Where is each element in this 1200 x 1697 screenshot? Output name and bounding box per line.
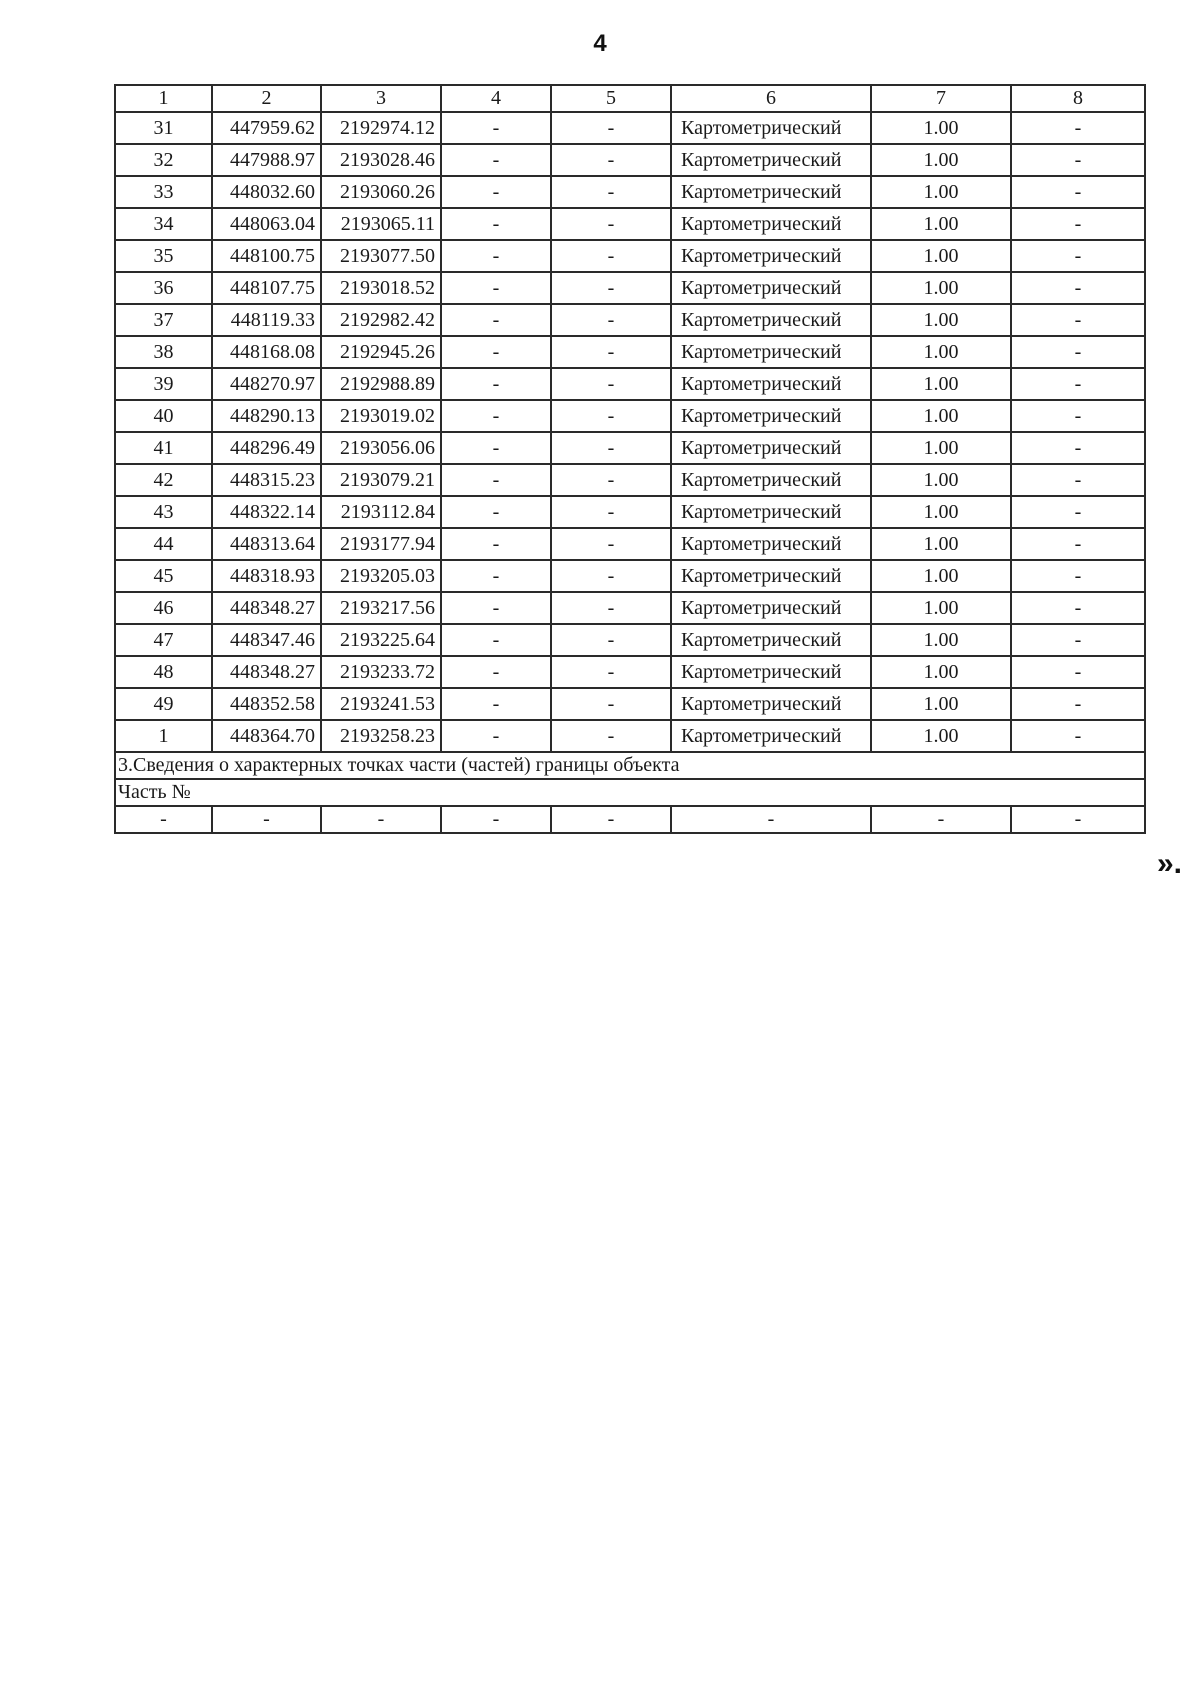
table-row bbox=[115, 240, 1145, 272]
column-number-cell: 3 bbox=[321, 85, 441, 112]
accuracy-cell: 1.00 bbox=[871, 464, 1011, 496]
method-cell: Картометрический bbox=[671, 176, 871, 208]
accuracy-cell: 1.00 bbox=[871, 272, 1011, 304]
point-number-cell: 41 bbox=[115, 432, 212, 464]
y-coordinate-cell: 2193177.94 bbox=[321, 528, 441, 560]
method-cell: Картометрический bbox=[671, 432, 871, 464]
column-4-cell: - bbox=[441, 560, 551, 592]
column-8-cell: - bbox=[1011, 432, 1145, 464]
section-title: 3.Сведения о характерных точках части (частей) границы объекта bbox=[115, 752, 1145, 779]
x-coordinate-cell: 448296.49 bbox=[212, 432, 321, 464]
table-row bbox=[115, 592, 1145, 624]
accuracy-cell: 1.00 bbox=[871, 368, 1011, 400]
method-cell: Картометрический bbox=[671, 208, 871, 240]
method-cell: Картометрический bbox=[671, 336, 871, 368]
point-number-cell: 46 bbox=[115, 592, 212, 624]
part-number-row bbox=[115, 779, 1145, 806]
y-coordinate-cell: 2193205.03 bbox=[321, 560, 441, 592]
column-5-cell: - bbox=[551, 208, 671, 240]
method-cell: Картометрический bbox=[671, 528, 871, 560]
empty-cell: - bbox=[871, 806, 1011, 833]
y-coordinate-cell: 2193019.02 bbox=[321, 400, 441, 432]
column-4-cell: - bbox=[441, 688, 551, 720]
section-title-row bbox=[115, 752, 1145, 779]
table-row bbox=[115, 336, 1145, 368]
column-8-cell: - bbox=[1011, 656, 1145, 688]
table-row bbox=[115, 112, 1145, 144]
column-8-cell: - bbox=[1011, 400, 1145, 432]
column-8-cell: - bbox=[1011, 272, 1145, 304]
empty-cell: - bbox=[1011, 806, 1145, 833]
column-5-cell: - bbox=[551, 240, 671, 272]
point-number-cell: 36 bbox=[115, 272, 212, 304]
accuracy-cell: 1.00 bbox=[871, 144, 1011, 176]
column-8-cell: - bbox=[1011, 144, 1145, 176]
column-8-cell: - bbox=[1011, 208, 1145, 240]
column-5-cell: - bbox=[551, 432, 671, 464]
x-coordinate-cell: 448063.04 bbox=[212, 208, 321, 240]
x-coordinate-cell: 448352.58 bbox=[212, 688, 321, 720]
x-coordinate-cell: 448032.60 bbox=[212, 176, 321, 208]
x-coordinate-cell: 448100.75 bbox=[212, 240, 321, 272]
x-coordinate-cell: 448290.13 bbox=[212, 400, 321, 432]
page-number: 4 bbox=[593, 30, 607, 57]
point-number-cell: 35 bbox=[115, 240, 212, 272]
y-coordinate-cell: 2193079.21 bbox=[321, 464, 441, 496]
accuracy-cell: 1.00 bbox=[871, 304, 1011, 336]
x-coordinate-cell: 448313.64 bbox=[212, 528, 321, 560]
column-8-cell: - bbox=[1011, 464, 1145, 496]
column-8-cell: - bbox=[1011, 496, 1145, 528]
empty-cell: - bbox=[115, 806, 212, 833]
y-coordinate-cell: 2193233.72 bbox=[321, 656, 441, 688]
y-coordinate-cell: 2193225.64 bbox=[321, 624, 441, 656]
point-number-cell: 37 bbox=[115, 304, 212, 336]
column-4-cell: - bbox=[441, 656, 551, 688]
accuracy-cell: 1.00 bbox=[871, 560, 1011, 592]
column-8-cell: - bbox=[1011, 176, 1145, 208]
column-4-cell: - bbox=[441, 592, 551, 624]
column-5-cell: - bbox=[551, 624, 671, 656]
x-coordinate-cell: 448168.08 bbox=[212, 336, 321, 368]
point-number-cell: 33 bbox=[115, 176, 212, 208]
x-coordinate-cell: 447988.97 bbox=[212, 144, 321, 176]
column-8-cell: - bbox=[1011, 624, 1145, 656]
method-cell: Картометрический bbox=[671, 624, 871, 656]
y-coordinate-cell: 2192974.12 bbox=[321, 112, 441, 144]
column-4-cell: - bbox=[441, 432, 551, 464]
column-8-cell: - bbox=[1011, 304, 1145, 336]
part-number-label: Часть № bbox=[115, 779, 1145, 806]
column-5-cell: - bbox=[551, 112, 671, 144]
table-row bbox=[115, 464, 1145, 496]
column-5-cell: - bbox=[551, 336, 671, 368]
column-5-cell: - bbox=[551, 464, 671, 496]
column-4-cell: - bbox=[441, 208, 551, 240]
column-5-cell: - bbox=[551, 304, 671, 336]
y-coordinate-cell: 2192982.42 bbox=[321, 304, 441, 336]
y-coordinate-cell: 2193018.52 bbox=[321, 272, 441, 304]
point-number-cell: 39 bbox=[115, 368, 212, 400]
accuracy-cell: 1.00 bbox=[871, 496, 1011, 528]
column-8-cell: - bbox=[1011, 528, 1145, 560]
accuracy-cell: 1.00 bbox=[871, 336, 1011, 368]
column-5-cell: - bbox=[551, 720, 671, 752]
accuracy-cell: 1.00 bbox=[871, 720, 1011, 752]
method-cell: Картометрический bbox=[671, 656, 871, 688]
accuracy-cell: 1.00 bbox=[871, 624, 1011, 656]
method-cell: Картометрический bbox=[671, 560, 871, 592]
y-coordinate-cell: 2193065.11 bbox=[321, 208, 441, 240]
column-number-cell: 8 bbox=[1011, 85, 1145, 112]
table-row bbox=[115, 528, 1145, 560]
table-row bbox=[115, 688, 1145, 720]
point-number-cell: 40 bbox=[115, 400, 212, 432]
column-5-cell: - bbox=[551, 144, 671, 176]
column-4-cell: - bbox=[441, 304, 551, 336]
x-coordinate-cell: 447959.62 bbox=[212, 112, 321, 144]
x-coordinate-cell: 448119.33 bbox=[212, 304, 321, 336]
x-coordinate-cell: 448318.93 bbox=[212, 560, 321, 592]
column-8-cell: - bbox=[1011, 336, 1145, 368]
accuracy-cell: 1.00 bbox=[871, 400, 1011, 432]
column-5-cell: - bbox=[551, 400, 671, 432]
column-8-cell: - bbox=[1011, 688, 1145, 720]
empty-cell: - bbox=[441, 806, 551, 833]
column-8-cell: - bbox=[1011, 720, 1145, 752]
y-coordinate-cell: 2193241.53 bbox=[321, 688, 441, 720]
table-row bbox=[115, 720, 1145, 752]
column-5-cell: - bbox=[551, 176, 671, 208]
column-8-cell: - bbox=[1011, 368, 1145, 400]
accuracy-cell: 1.00 bbox=[871, 656, 1011, 688]
x-coordinate-cell: 448348.27 bbox=[212, 592, 321, 624]
empty-cell: - bbox=[671, 806, 871, 833]
y-coordinate-cell: 2193258.23 bbox=[321, 720, 441, 752]
point-number-cell: 47 bbox=[115, 624, 212, 656]
point-number-cell: 1 bbox=[115, 720, 212, 752]
point-number-cell: 32 bbox=[115, 144, 212, 176]
accuracy-cell: 1.00 bbox=[871, 688, 1011, 720]
column-5-cell: - bbox=[551, 560, 671, 592]
column-number-cell: 7 bbox=[871, 85, 1011, 112]
column-4-cell: - bbox=[441, 464, 551, 496]
accuracy-cell: 1.00 bbox=[871, 240, 1011, 272]
column-4-cell: - bbox=[441, 528, 551, 560]
column-8-cell: - bbox=[1011, 240, 1145, 272]
accuracy-cell: 1.00 bbox=[871, 592, 1011, 624]
x-coordinate-cell: 448347.46 bbox=[212, 624, 321, 656]
accuracy-cell: 1.00 bbox=[871, 528, 1011, 560]
table-row bbox=[115, 176, 1145, 208]
table-body bbox=[115, 85, 1145, 833]
column-4-cell: - bbox=[441, 272, 551, 304]
point-number-cell: 48 bbox=[115, 656, 212, 688]
point-number-cell: 38 bbox=[115, 336, 212, 368]
accuracy-cell: 1.00 bbox=[871, 176, 1011, 208]
column-number-cell: 1 bbox=[115, 85, 212, 112]
column-4-cell: - bbox=[441, 400, 551, 432]
method-cell: Картометрический bbox=[671, 368, 871, 400]
accuracy-cell: 1.00 bbox=[871, 432, 1011, 464]
column-5-cell: - bbox=[551, 528, 671, 560]
column-4-cell: - bbox=[441, 720, 551, 752]
y-coordinate-cell: 2193217.56 bbox=[321, 592, 441, 624]
x-coordinate-cell: 448315.23 bbox=[212, 464, 321, 496]
column-4-cell: - bbox=[441, 112, 551, 144]
point-number-cell: 42 bbox=[115, 464, 212, 496]
column-number-cell: 2 bbox=[212, 85, 321, 112]
table-row bbox=[115, 496, 1145, 528]
column-5-cell: - bbox=[551, 272, 671, 304]
empty-cell: - bbox=[212, 806, 321, 833]
table-row bbox=[115, 144, 1145, 176]
y-coordinate-cell: 2193060.26 bbox=[321, 176, 441, 208]
column-8-cell: - bbox=[1011, 560, 1145, 592]
column-5-cell: - bbox=[551, 496, 671, 528]
x-coordinate-cell: 448322.14 bbox=[212, 496, 321, 528]
table-row bbox=[115, 368, 1145, 400]
point-number-cell: 34 bbox=[115, 208, 212, 240]
point-number-cell: 45 bbox=[115, 560, 212, 592]
column-number-cell: 5 bbox=[551, 85, 671, 112]
method-cell: Картометрический bbox=[671, 464, 871, 496]
column-4-cell: - bbox=[441, 176, 551, 208]
method-cell: Картометрический bbox=[671, 144, 871, 176]
method-cell: Картометрический bbox=[671, 688, 871, 720]
method-cell: Картометрический bbox=[671, 496, 871, 528]
table-row bbox=[115, 304, 1145, 336]
column-8-cell: - bbox=[1011, 112, 1145, 144]
column-4-cell: - bbox=[441, 336, 551, 368]
table-row bbox=[115, 272, 1145, 304]
table-row bbox=[115, 624, 1145, 656]
table-row bbox=[115, 560, 1145, 592]
x-coordinate-cell: 448348.27 bbox=[212, 656, 321, 688]
table-row bbox=[115, 208, 1145, 240]
column-4-cell: - bbox=[441, 496, 551, 528]
method-cell: Картометрический bbox=[671, 272, 871, 304]
point-number-cell: 44 bbox=[115, 528, 212, 560]
column-number-cell: 4 bbox=[441, 85, 551, 112]
column-4-cell: - bbox=[441, 368, 551, 400]
point-number-cell: 43 bbox=[115, 496, 212, 528]
empty-cell: - bbox=[551, 806, 671, 833]
method-cell: Картометрический bbox=[671, 240, 871, 272]
x-coordinate-cell: 448107.75 bbox=[212, 272, 321, 304]
boundary-points-table bbox=[114, 84, 1146, 834]
table-row bbox=[115, 432, 1145, 464]
column-5-cell: - bbox=[551, 656, 671, 688]
method-cell: Картометрический bbox=[671, 720, 871, 752]
column-number-cell: 6 bbox=[671, 85, 871, 112]
y-coordinate-cell: 2192988.89 bbox=[321, 368, 441, 400]
point-number-cell: 31 bbox=[115, 112, 212, 144]
closing-quote-mark: ». bbox=[1157, 847, 1183, 880]
method-cell: Картометрический bbox=[671, 304, 871, 336]
column-number-row bbox=[115, 85, 1145, 112]
column-5-cell: - bbox=[551, 368, 671, 400]
column-5-cell: - bbox=[551, 592, 671, 624]
column-4-cell: - bbox=[441, 240, 551, 272]
table-row bbox=[115, 400, 1145, 432]
column-4-cell: - bbox=[441, 144, 551, 176]
y-coordinate-cell: 2192945.26 bbox=[321, 336, 441, 368]
method-cell: Картометрический bbox=[671, 592, 871, 624]
y-coordinate-cell: 2193028.46 bbox=[321, 144, 441, 176]
column-8-cell: - bbox=[1011, 592, 1145, 624]
accuracy-cell: 1.00 bbox=[871, 112, 1011, 144]
y-coordinate-cell: 2193077.50 bbox=[321, 240, 441, 272]
y-coordinate-cell: 2193112.84 bbox=[321, 496, 441, 528]
x-coordinate-cell: 448364.70 bbox=[212, 720, 321, 752]
method-cell: Картометрический bbox=[671, 112, 871, 144]
x-coordinate-cell: 448270.97 bbox=[212, 368, 321, 400]
point-number-cell: 49 bbox=[115, 688, 212, 720]
method-cell: Картометрический bbox=[671, 400, 871, 432]
accuracy-cell: 1.00 bbox=[871, 208, 1011, 240]
column-5-cell: - bbox=[551, 688, 671, 720]
empty-part-row bbox=[115, 806, 1145, 833]
y-coordinate-cell: 2193056.06 bbox=[321, 432, 441, 464]
empty-cell: - bbox=[321, 806, 441, 833]
table-row bbox=[115, 656, 1145, 688]
column-4-cell: - bbox=[441, 624, 551, 656]
